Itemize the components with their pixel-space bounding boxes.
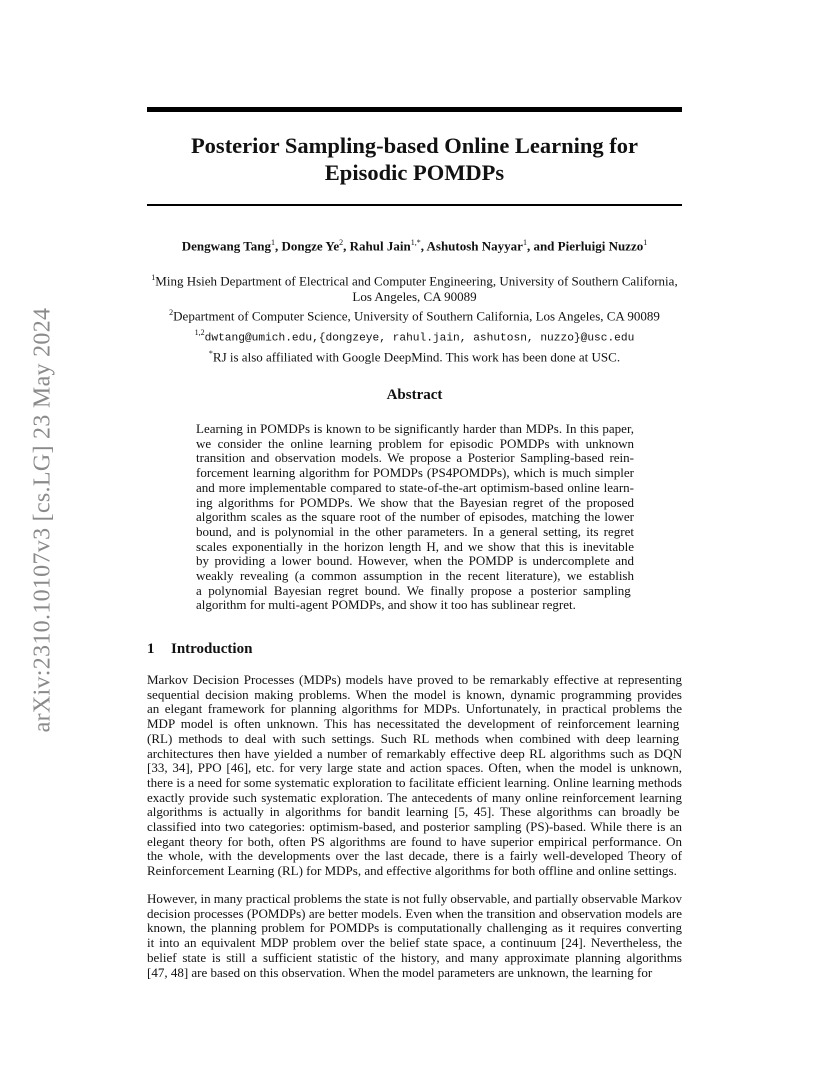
abstract-line: bound, and is polynomial in the other parameters. In a general setting, its regret — [196, 523, 634, 539]
abstract-line: algorithm scales as the square root of the number of episodes, matching the lower — [196, 509, 634, 525]
author-separator: , — [420, 238, 427, 254]
author-affiliation-mark: 1 — [270, 238, 275, 247]
abstract-heading: Abstract — [386, 387, 443, 403]
footnote-mark: * — [208, 348, 213, 358]
paragraph-line: exactly provide such systematic exploration. The antecedents of many online reinforcement learning — [147, 789, 682, 805]
author-affiliation-mark: 1 — [522, 238, 527, 247]
abstract-line: algorithm for multi-agent POMDPs, and show it too has sublinear regret. — [196, 597, 576, 613]
section-title: Introduction — [171, 641, 253, 657]
paragraph-line: (RL) methods to deal with such settings. Such RL methods when combined with deep learning — [147, 730, 680, 746]
author-emails: dwtang@umich.edu,{dongzeye, rahul.jain, ashutosn, nuzzo}@usc.edu — [204, 331, 635, 344]
author-list — [147, 238, 682, 254]
paragraph-line: the whole, with the developments over the last decade, there is a fairly well-developed Theory of — [147, 848, 682, 864]
author-name: Dengwang Tang — [181, 238, 271, 254]
paragraph — [147, 892, 682, 980]
abstract-line: forcement learning algorithm for POMDPs (PS4POMDPs), which is much simpler — [196, 465, 634, 481]
paragraph-line: an elegant framework for planning algorithms for MDPs. Unfortunately, in practical problems the — [147, 701, 682, 717]
abstract-line: and more implementable compared to state-of-the-art optimism-based online learn- — [196, 479, 634, 495]
paragraph-line: elegant theory for both, often PS algorithms are found to have superior empirical performance. On — [147, 833, 682, 849]
affiliation-line — [120, 305, 709, 324]
affiliation-text: Los Angeles, CA 90089 — [352, 289, 477, 305]
paragraph-line: sequential decision making problems. When the model is known, dynamic programming provides — [147, 686, 682, 702]
affiliation-line — [120, 289, 709, 305]
paragraph-line: However, in many practical problems the state is not fully observable, and partially observable Markov — [147, 891, 682, 906]
paragraph-line: MDP model is often unknown. This has necessitated the development of reinforcement learning — [147, 716, 680, 732]
abstract-line: weakly revealing (a common assumption in the recent literature), we establish — [196, 568, 634, 584]
paragraph-line: there is a need for some systematic exploration to facilitate efficient learning. Online learning methods — [147, 774, 682, 790]
author-affiliation-mark: 1 — [643, 238, 648, 247]
paragraph-line: known, the planning problem for POMDPs is computationally challenging as it requires converting — [147, 920, 682, 936]
arxiv-identifier: arXiv:2310.10107v3 [cs.LG] 23 May 2024 — [29, 307, 56, 733]
author-affiliation-mark: 2 — [339, 238, 344, 247]
paragraph-line: it into an equivalent MDP problem over the belief state space, a continuum [24]. Nevertheless, the — [147, 935, 682, 951]
abstract-body — [196, 422, 634, 613]
abstract-line: scales exponentially in the horizon length H, and we show that this is inevitable — [196, 538, 634, 554]
affiliation-line — [120, 270, 709, 289]
author-name: Rahul Jain — [349, 238, 411, 254]
affiliation-mark: 2 — [169, 308, 174, 318]
paper-title — [147, 132, 682, 186]
abstract-line: transition and observation models. We propose a Posterior Sampling-based rein- — [196, 450, 634, 466]
footnote-line — [120, 346, 709, 365]
author-separator: , — [274, 238, 282, 254]
paragraph-line: classified into two categories: optimism-based, and posterior sampling (PS)-based. While there is an — [147, 819, 682, 835]
abstract-line: a polynomial Bayesian regret bound. We finally propose a posterior sampling — [196, 582, 631, 598]
section-heading — [147, 641, 252, 658]
affiliation-mark: 1 — [151, 273, 156, 282]
paragraph-line: [33, 34], PPO [46], etc. for very large state and action spaces. Often, when the model is unknown, — [147, 760, 682, 776]
author-name: Dongze Ye — [281, 238, 340, 254]
abstract-line: we consider the online learning problem for episodic POMDPs with unknown — [196, 435, 634, 451]
affiliation-text: Department of Computer Science, University of Southern California, Los Angeles, CA 90089 — [173, 308, 660, 324]
abstract-line: ing algorithms for POMDPs. We show that the Bayesian regret of the proposed — [196, 494, 634, 510]
author-separator: , — [343, 238, 350, 254]
author-name: Ashutosh Nayyar — [426, 238, 523, 254]
paragraph-line: algorithms is actually in algorithms for bandit learning [5, 45]. These algorithms can broadly be — [147, 804, 680, 820]
affiliation-mark: 1,2 — [194, 327, 205, 337]
paragraph-line: decision processes (POMDPs) are better models. Even when the transition and observation models are — [147, 905, 682, 921]
title-line-2: Episodic POMDPs — [324, 160, 505, 185]
paragraph-line: architectures then have yielded a number of remarkably effective deep RL algorithms such as DQN — [147, 745, 682, 761]
email-line — [120, 325, 709, 346]
paragraph-line: belief state is still a sufficient statistic of the history, and many approximate planning algorithms — [147, 949, 682, 965]
title-bottom-rule — [147, 204, 682, 206]
affiliation-text: Ming Hsieh Department of Electrical and Computer Engineering, University of Southern California, — [155, 273, 678, 289]
author-name: Pierluigi Nuzzo — [557, 238, 644, 254]
author-affiliation-mark: 1,* — [410, 238, 421, 247]
abstract-line: Learning in POMDPs is known to be significantly harder than MDPs. In this paper, — [196, 421, 634, 436]
title-top-rule — [147, 107, 682, 112]
author-separator: , and — [526, 238, 558, 254]
abstract-line: by providing a lower bound. However, when the POMDP is undercomplete and — [196, 553, 634, 569]
affiliations — [120, 270, 709, 365]
paragraph-line: Reinforcement Learning (RL) for MDPs, and effective algorithms for both offline and online settings. — [147, 863, 677, 879]
paragraph-line: Markov Decision Processes (MDPs) models have proved to be remarkably effective at representing — [147, 672, 682, 687]
title-line-1: Posterior Sampling-based Online Learning for — [190, 133, 639, 158]
footnote-text: RJ is also affiliated with Google DeepMind. This work has been done at USC. — [212, 349, 621, 365]
paragraph — [147, 673, 682, 879]
paragraph-line: [47, 48] are based on this observation. When the model parameters are unknown, the learning for — [147, 964, 653, 980]
section-number: 1 — [147, 641, 155, 657]
